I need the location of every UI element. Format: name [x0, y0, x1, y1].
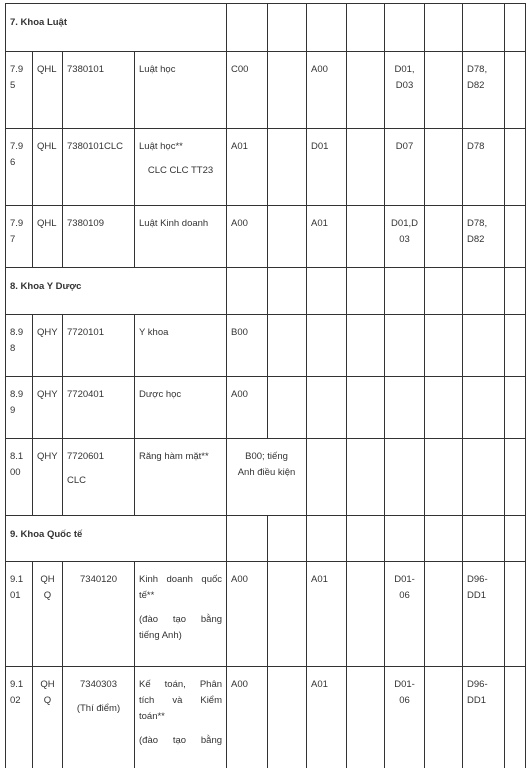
row-combination-1: A00: [231, 218, 248, 229]
row-school-code: QHL: [37, 64, 57, 75]
table-row: [6, 129, 526, 206]
row-major-code: 7380101: [67, 64, 104, 75]
row-combination-1: A00: [231, 574, 248, 585]
row-major-name: Y khoa: [139, 327, 169, 338]
row-combination-1: B00: [231, 327, 248, 338]
row-combination-1: C00: [231, 64, 249, 75]
row-stt: 8.1 00: [10, 451, 24, 478]
row-stt: 9.1 02: [10, 679, 24, 706]
row-school-code: QHY: [37, 389, 58, 400]
table-row: [6, 52, 526, 129]
row-school-code: QHY: [37, 327, 58, 338]
row-major-code: 7340120: [80, 574, 117, 585]
row-combination-3: D01, D03: [394, 64, 415, 91]
row-combination-3: D01,D 03: [391, 218, 418, 245]
section-header-row: [6, 4, 526, 52]
row-stt: 8.9 8: [10, 327, 24, 354]
row-school-code: QH Q: [40, 679, 55, 706]
row-combination-4: D96- DD1: [467, 679, 488, 706]
row-school-code: QH Q: [40, 574, 55, 601]
section-header-row: [6, 268, 526, 315]
row-stt: 9.1 01: [10, 574, 24, 601]
row-combination-1: A01: [231, 141, 248, 152]
row-stt: 8.9 9: [10, 389, 24, 416]
table-row: [6, 667, 526, 768]
row-major-name: Dược học: [139, 389, 182, 400]
table-row: [6, 377, 526, 439]
row-stt: 7.9 7: [10, 218, 24, 245]
table-row: [6, 206, 526, 268]
row-school-code: QHY: [37, 451, 58, 462]
row-stt: 7.9 6: [10, 141, 24, 168]
row-combination-3: D01- 06: [394, 679, 415, 706]
table-row: [6, 439, 526, 516]
row-combination-3: D07: [395, 141, 414, 152]
row-major-code: 7720401: [67, 389, 104, 400]
row-combination-1: B00; tiếng Anh điều kiện: [237, 451, 296, 478]
table-row: [6, 562, 526, 667]
row-major-code: 7380101CLC: [67, 141, 123, 152]
row-major-code: 7720601 CLC: [67, 451, 104, 486]
admission-table: [5, 3, 526, 768]
row-major-name: Kế toán, Phân tích và Kiểm toán** (đào tạo bằng: [139, 679, 223, 746]
row-major-name: Luật học: [139, 64, 176, 75]
section-title: 7. Khoa Luật: [10, 17, 68, 28]
row-combination-2: D01: [311, 141, 329, 152]
row-combination-2: A00: [311, 64, 328, 75]
row-combination-1: A00: [231, 389, 248, 400]
row-combination-2: A01: [311, 679, 328, 690]
row-school-code: QHL: [37, 218, 57, 229]
row-stt: 7.9 5: [10, 64, 24, 91]
row-major-name: Răng hàm mặt**: [139, 451, 209, 462]
row-major-name: Kinh doanh quốc tế** (đào tạo bằng tiếng Anh): [139, 574, 223, 641]
row-major-code: 7380109: [67, 218, 104, 229]
section-header-row: [6, 516, 526, 562]
row-combination-2: A01: [311, 574, 328, 585]
row-major-code: 7720101: [67, 327, 104, 338]
row-combination-4: D78, D82: [467, 64, 488, 91]
row-school-code: QHL: [37, 141, 57, 152]
row-combination-4: D96- DD1: [467, 574, 488, 601]
section-title: 9. Khoa Quốc tế: [10, 529, 83, 540]
row-major-name: Luật Kinh doanh: [139, 218, 209, 229]
section-title: 8. Khoa Y Dược: [10, 281, 82, 292]
row-major-name: Luật học** CLC CLC TT23: [139, 141, 214, 176]
row-combination-3: D01- 06: [394, 574, 415, 601]
row-combination-4: D78: [467, 141, 485, 152]
row-combination-4: D78, D82: [467, 218, 488, 245]
row-combination-2: A01: [311, 218, 328, 229]
table-row: [6, 315, 526, 377]
row-major-code: 7340303 (Thí điểm): [76, 679, 121, 714]
row-combination-1: A00: [231, 679, 248, 690]
